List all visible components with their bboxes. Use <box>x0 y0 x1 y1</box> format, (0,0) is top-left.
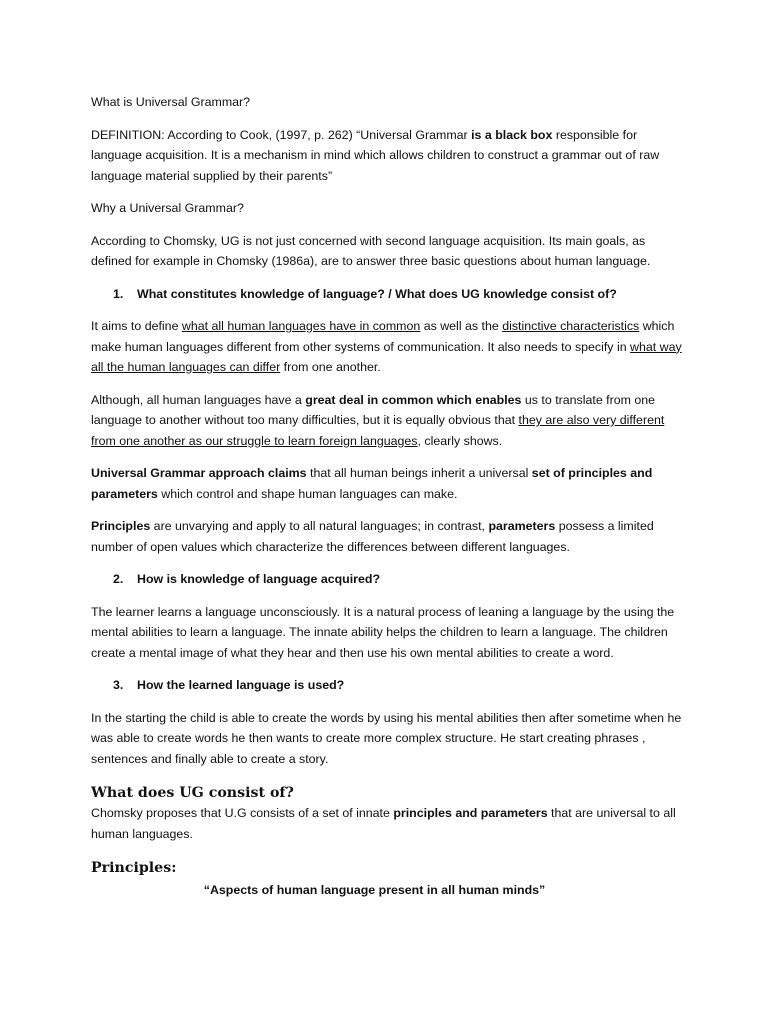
ug-approach-bold-2: set of principles and parameters <box>91 466 653 501</box>
principles-paragraph <box>91 516 688 557</box>
principles-bold-1: Principles <box>91 519 151 533</box>
although-underline-1: they are also very different from one another as our struggle to learn foreign languages <box>91 413 665 448</box>
learner-paragraph: The learner learns a language unconsciously. It is a natural process of leaning a language by the using the mental abilities to learn a language. The innate ability helps the children to learn a language. The children create a mental image of what they hear and then use his own mental abilities to create a word. <box>91 604 675 660</box>
definition-text-end: responsible for language acquisition. It is a mechanism in mind which allows children to construct a grammar out of raw language material supplied by their parents” <box>91 127 660 183</box>
consist-text-2: that are universal to all human languages. <box>91 806 676 841</box>
principles-heading: Principles: <box>91 860 177 876</box>
although-paragraph <box>91 390 688 452</box>
consist-heading: What does UG consist of? <box>91 785 294 801</box>
definition-bold: is a black box <box>471 127 553 142</box>
principles-text-2: possess a limited number of open values which characterize the differences between different languages. <box>91 519 654 554</box>
principles-text-1: are unvarying and apply to all natural languages; in contrast, <box>150 519 489 533</box>
question-1-text: What constitutes knowledge of language? / What does UG knowledge consist of? <box>137 286 617 301</box>
aims-text-3: which make human languages different from other systems of communication. It also needs to specify in <box>91 319 675 354</box>
aims-text-2: as well as the <box>420 319 503 333</box>
chomsky-intro-paragraph: According to Chomsky, UG is not just concerned with second language acquisition. Its main goals, as defined for example in Chomsky (1986a), are to answer three basic questions about human language. <box>91 233 651 268</box>
why-heading: Why a Universal Grammar? <box>91 201 244 215</box>
aims-paragraph <box>91 316 688 378</box>
consist-paragraph <box>91 803 688 844</box>
aims-text-4: from one another. <box>280 360 381 374</box>
title: What is Universal Grammar? <box>91 95 251 109</box>
principles-quote: “Aspects of human language present in all human minds” <box>203 883 546 897</box>
question-2 <box>91 569 688 590</box>
principles-bold-2: parameters <box>488 519 556 533</box>
aims-underline-1: what all human languages have in common <box>181 319 421 333</box>
ug-approach-bold-1: Universal Grammar approach claims <box>91 466 307 480</box>
definition-text: DEFINITION: According to Cook, (1997, p. 262) “Universal Grammar <box>91 127 472 142</box>
question-1-number: 1. <box>113 286 124 301</box>
aims-underline-2: distinctive characteristics <box>502 319 640 333</box>
question-3-number: 3. <box>113 678 124 692</box>
ug-approach-text-2: which control and shape human languages can make. <box>157 486 458 501</box>
question-3-text: How the learned language is used? <box>137 678 345 692</box>
although-text-1: Although, all human languages have a <box>91 392 306 407</box>
although-text-3: , clearly shows. <box>417 433 503 448</box>
ug-approach-paragraph <box>91 463 688 504</box>
aims-text-1: It aims to define <box>91 319 182 333</box>
ug-approach-text-1: that all human beings inherit a universal <box>306 466 532 480</box>
consist-bold-1: principles and parameters <box>393 806 548 820</box>
although-bold-1: great deal in common which enables <box>305 392 522 407</box>
although-text-2: us to translate from one language to another without too many difficulties, but it is equally obvious that <box>91 392 656 427</box>
question-2-text: How is knowledge of language acquired? <box>137 572 381 586</box>
starting-paragraph: In the starting the child is able to create the words by using his mental abilities then after sometime when he was able to create words he then wants to create more complex structure. He start creating phrases , sentences and finally able to create a story. <box>91 710 682 766</box>
question-2-number: 2. <box>113 572 124 586</box>
consist-text-1: Chomsky proposes that U.G consists of a set of innate <box>91 806 394 820</box>
aims-underline-3: what way all the human languages can differ <box>91 339 682 374</box>
definition-paragraph <box>91 125 688 187</box>
question-1 <box>91 284 688 305</box>
question-3 <box>91 675 688 696</box>
